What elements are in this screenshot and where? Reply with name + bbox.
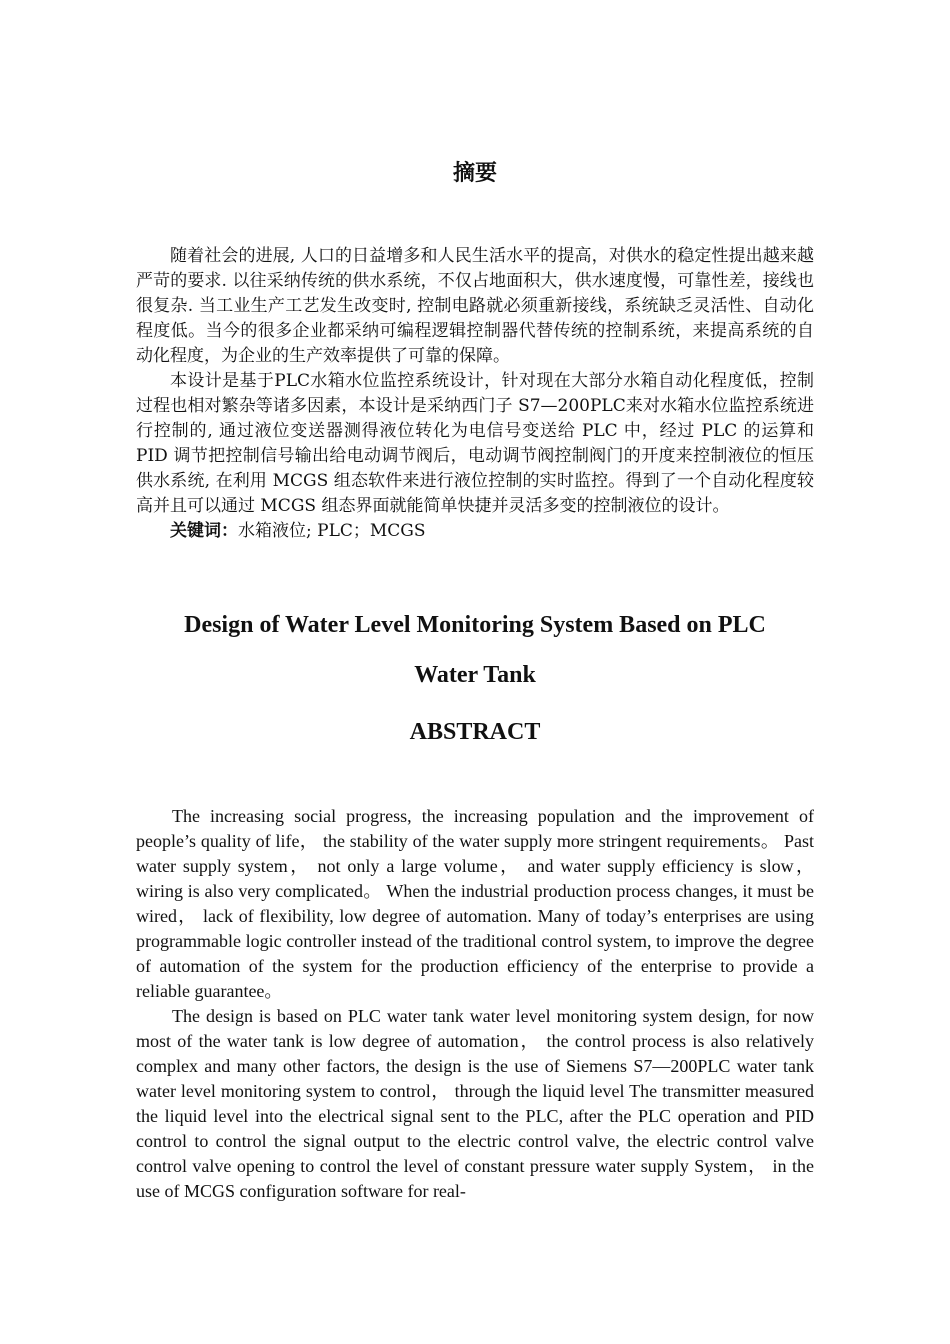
keywords-line — [136, 519, 814, 544]
chinese-paragraph-2: 本设计是基于PLC水箱水位监控系统设计，针对现在大部分水箱自动化程度低，控制过程也相对繁杂等诸多因素，本设计是采纳西门子 S7—200PLC来对水箱水位监控系统进行控制的, 通过液位变送器测得液位转化为电信号变送给 PLC 中，经过 PLC 的运算和 PID 调节把控制信号输出给电动调节阀后，电动调节阀控制阀门的开度来控制液位的恒压供水系统, 在利用 MCGS 组态软件来进行液位控制的实时监控。得到了一个自动化程度较高并且可以通过 MCGS 组态界面就能简单快捷并灵活多变的控制液位的设计。 — [136, 371, 814, 516]
chinese-abstract-body — [136, 244, 814, 544]
english-paragraph-1: The increasing social progress, the increasing population and the improvement of people’s quality of life， the stability of the water supply more stringent requirements。 Past water supply system， not only a large volume， and water supply efficiency is slow， wiring is also very complicated。 When the industrial production process changes, it must be wired， lack of flexibility, low degree of automation. Many of today’s enterprises are using programmable logic controller instead of the traditional control system, to improve the degree of automation of the system for the production efficiency of the enterprise to provide a reliable guarantee。 — [136, 806, 814, 1001]
chinese-paragraph-1: 随着社会的进展, 人口的日益增多和人民生活水平的提高，对供水的稳定性提出越来越严苛的要求. 以往采纳传统的供水系统，不仅占地面积大，供水速度慢，可靠性差，接线也很复杂. 当工业生产工艺发生改变时, 控制电路就必须重新接线，系统缺乏灵活性、自动化程度低。当今的很多企业都采纳可编程逻辑控制器代替传统的控制系统，来提高系统的自动化程度，为企业的生产效率提供了可靠的保障。 — [136, 246, 814, 366]
keywords-value: 水箱液位; PLC；MCGS — [238, 521, 426, 541]
english-abstract-heading: ABSTRACT — [409, 719, 541, 745]
keywords-label: 关键词： — [170, 521, 238, 541]
english-title — [0, 600, 950, 700]
english-abstract-body — [136, 804, 814, 1204]
english-paragraph-2: The design is based on PLC water tank water level monitoring system design, for now most of the water tank is low degree of automation， the control process is also relatively complex and many other factors, the design is the use of Siemens S7—200PLC water tank water level monitoring system to control， through the liquid level The transmitter measured the liquid level into the electrical signal sent to the PLC, after the PLC operation and PID control to control the signal output to the electric control valve, the electric control valve control valve opening to control the level of constant pressure water supply System， in the use of MCGS configuration software for real- — [136, 1006, 814, 1201]
english-title-line-1: Design of Water Level Monitoring System Based on PLC — [184, 612, 766, 638]
chinese-abstract-title: 摘要 — [452, 161, 497, 186]
english-title-line-2: Water Tank — [414, 662, 536, 688]
